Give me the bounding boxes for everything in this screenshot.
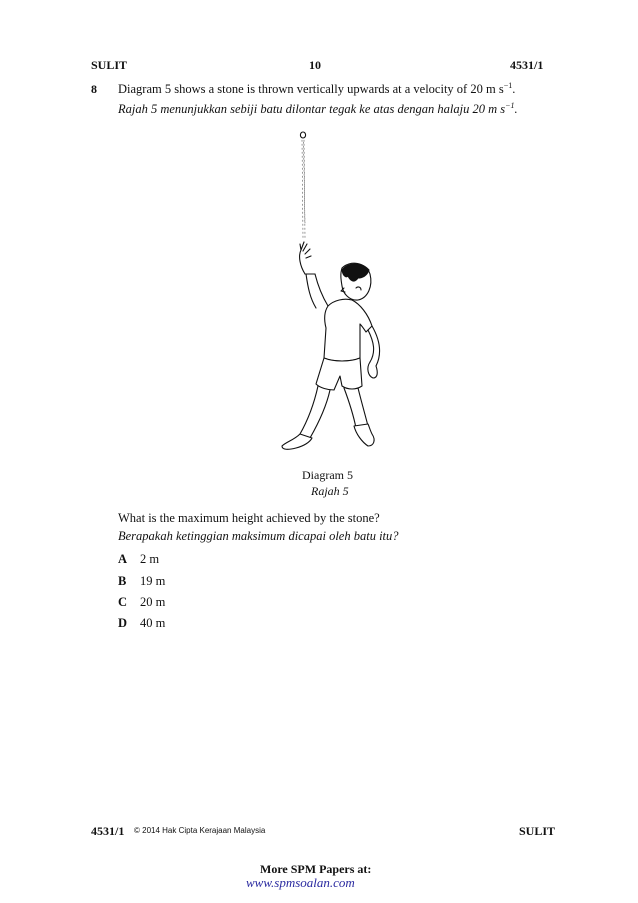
right-shoe-icon xyxy=(354,424,374,446)
question-statement-en xyxy=(118,81,515,97)
diagram-caption-en: Diagram 5 xyxy=(302,468,353,482)
question-ask-en: What is the maximum height achieved by the stone? xyxy=(118,511,380,525)
lower-arm xyxy=(368,326,379,366)
boy-shirt xyxy=(324,299,372,361)
period: . xyxy=(514,102,518,117)
question-ask-my: Berapakah ketinggian maksimum dicapai oleh batu itu? xyxy=(118,529,399,543)
motion-trail xyxy=(302,140,305,238)
unit-exponent: −1 xyxy=(505,101,515,110)
diagram-boy-throwing-stone xyxy=(270,128,390,466)
boy-head xyxy=(341,263,371,300)
left-shoe-icon xyxy=(282,434,312,449)
header-paper-code: 4531/1 xyxy=(510,58,544,72)
option-a-letter[interactable]: A xyxy=(118,552,128,566)
lower-hand xyxy=(368,362,377,378)
footer-copyright: © 2014 Hak Cipta Kerajaan Malaysia xyxy=(134,826,266,835)
period: . xyxy=(512,82,516,97)
raised-arm xyxy=(306,274,328,308)
boy-shorts xyxy=(316,358,362,390)
unit-exponent: −1 xyxy=(503,81,513,90)
page-number: 10 xyxy=(309,58,321,72)
header-sulit: SULIT xyxy=(91,58,128,72)
option-c-letter[interactable]: C xyxy=(118,595,128,609)
right-leg xyxy=(344,388,368,428)
option-d-letter[interactable]: D xyxy=(118,616,128,630)
option-d-value[interactable]: 40 m xyxy=(140,616,166,630)
diagram-caption-my: Rajah 5 xyxy=(311,484,349,498)
option-a-value[interactable]: 2 m xyxy=(140,552,160,566)
option-c-value[interactable]: 20 m xyxy=(140,595,166,609)
website-link[interactable]: www.spmsoalan.com xyxy=(246,875,355,890)
option-b-letter[interactable]: B xyxy=(118,574,127,588)
option-b-value[interactable]: 19 m xyxy=(140,574,166,588)
raised-hand xyxy=(300,242,315,274)
more-papers-label: More SPM Papers at: xyxy=(260,862,372,876)
question-statement-my xyxy=(118,101,518,117)
question-statement-en-text: Diagram 5 shows a stone is thrown vertically upwards at a velocity of 20 m s xyxy=(118,82,504,97)
left-leg xyxy=(300,386,330,438)
question-statement-my-text: Rajah 5 menunjukkan sebiji batu dilontar tegak ke atas dengan halaju 20 m s xyxy=(118,102,506,117)
stone-icon xyxy=(300,132,305,138)
question-number: 8 xyxy=(91,82,97,96)
footer-sulit: SULIT xyxy=(519,824,556,838)
footer-paper-code: 4531/1 xyxy=(91,824,125,838)
